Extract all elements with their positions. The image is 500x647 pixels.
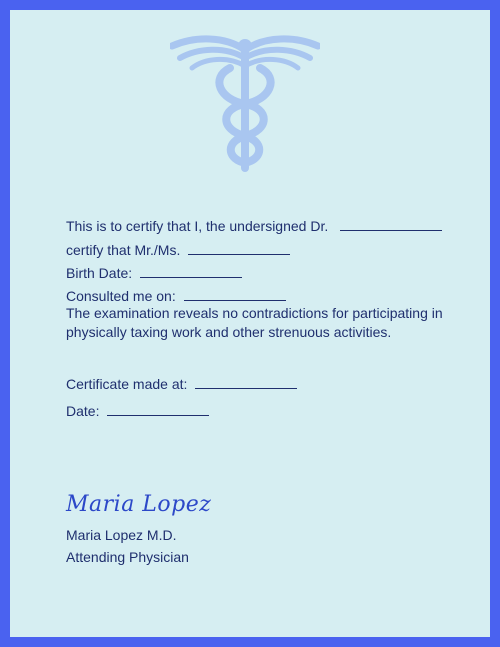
patient-name-field[interactable] [188,253,290,255]
patient-label: certify that Mr./Ms. [66,242,181,258]
birth-date-label: Birth Date: [66,265,133,281]
date-field[interactable] [107,414,209,416]
caduceus-icon [170,28,320,178]
line-birth-date [66,265,242,281]
consulted-label: Consulted me on: [66,288,176,304]
physician-name: Maria Lopez M.D. [66,527,177,543]
line-patient [66,242,290,258]
doctor-name-field[interactable] [340,229,442,231]
certificate-page [10,10,490,637]
handwritten-signature: Maria Lopez [66,492,212,517]
line-made-at [66,376,297,392]
physician-title: Attending Physician [66,549,189,565]
made-at-label: Certificate made at: [66,376,188,392]
birth-date-field[interactable] [140,276,242,278]
date-label: Date: [66,403,100,419]
line-doctor [66,218,442,234]
doctor-label: This is to certify that I, the undersigned Dr. [66,218,329,234]
made-at-field[interactable] [195,387,297,389]
consulted-date-field[interactable] [184,299,286,301]
examination-statement: The examination reveals no contradictions for participating in physically taxing work and other strenuous activities. [66,305,443,340]
line-consulted [66,288,286,304]
line-date [66,403,209,419]
